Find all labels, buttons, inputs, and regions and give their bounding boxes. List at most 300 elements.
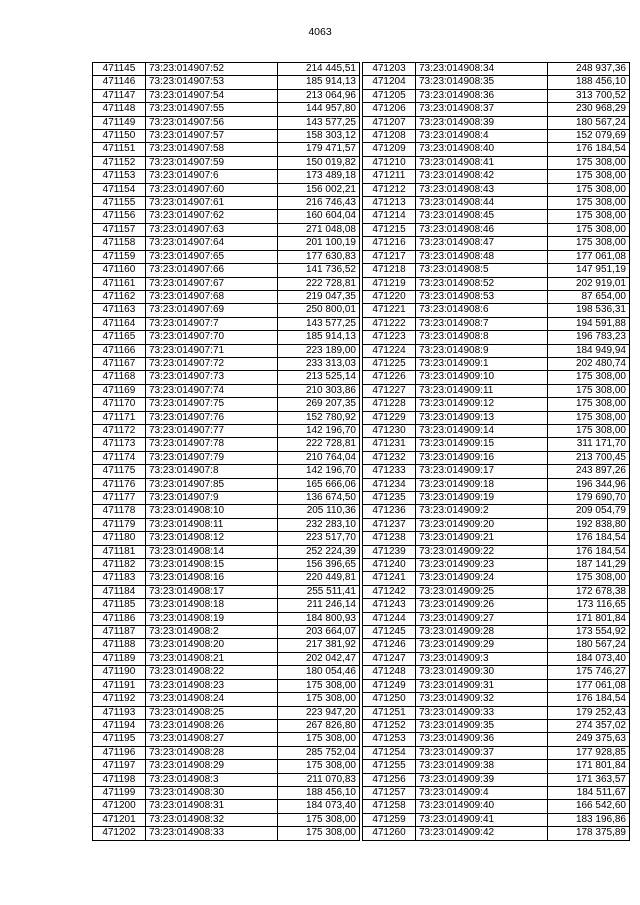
cadastral-number-cell: 73:23:014909:39 (416, 773, 548, 786)
table-row (363, 331, 630, 344)
table-row (363, 170, 630, 183)
row-number-cell: 471211 (363, 170, 416, 183)
row-number-cell: 471198 (93, 773, 146, 786)
value-cell: 180 567,24 (548, 116, 630, 129)
table-row (93, 746, 360, 759)
row-number-cell: 471165 (93, 331, 146, 344)
row-number-cell: 471253 (363, 733, 416, 746)
table-row (363, 827, 630, 840)
table-row (363, 183, 630, 196)
row-number-cell: 471258 (363, 800, 416, 813)
table-row (363, 371, 630, 384)
table-row (363, 559, 630, 572)
table-row (93, 532, 360, 545)
value-cell: 211 246,14 (278, 599, 360, 612)
value-cell: 311 171,70 (548, 438, 630, 451)
cadastral-number-cell: 73:23:014908:22 (146, 666, 278, 679)
row-number-cell: 471237 (363, 518, 416, 531)
cadastral-number-cell: 73:23:014908:21 (146, 652, 278, 665)
table-row (93, 773, 360, 786)
value-cell: 177 061,08 (548, 679, 630, 692)
value-cell: 175 308,00 (548, 398, 630, 411)
value-cell: 255 511,41 (278, 585, 360, 598)
row-number-cell: 471256 (363, 773, 416, 786)
cadastral-number-cell: 73:23:014909:33 (416, 706, 548, 719)
row-number-cell: 471197 (93, 760, 146, 773)
table-row (363, 639, 630, 652)
value-cell: 136 674,50 (278, 492, 360, 505)
value-cell: 165 666,06 (278, 478, 360, 491)
row-number-cell: 471182 (93, 559, 146, 572)
table-row (93, 156, 360, 169)
table-row (93, 518, 360, 531)
row-number-cell: 471174 (93, 451, 146, 464)
row-number-cell: 471249 (363, 679, 416, 692)
table-row (93, 331, 360, 344)
cadastral-number-cell: 73:23:014909:10 (416, 371, 548, 384)
value-cell: 250 800,01 (278, 304, 360, 317)
table-row (93, 116, 360, 129)
value-cell: 285 752,04 (278, 746, 360, 759)
value-cell: 185 914,13 (278, 331, 360, 344)
row-number-cell: 471158 (93, 237, 146, 250)
row-number-cell: 471213 (363, 197, 416, 210)
row-number-cell: 471181 (93, 545, 146, 558)
cadastral-number-cell: 73:23:014908:42 (416, 170, 548, 183)
cadastral-number-cell: 73:23:014907:6 (146, 170, 278, 183)
cadastral-number-cell: 73:23:014908:44 (416, 197, 548, 210)
row-number-cell: 471254 (363, 746, 416, 759)
cadastral-number-cell: 73:23:014907:56 (146, 116, 278, 129)
row-number-cell: 471241 (363, 572, 416, 585)
row-number-cell: 471235 (363, 492, 416, 505)
cadastral-number-cell: 73:23:014909:29 (416, 639, 548, 652)
table-row (363, 424, 630, 437)
row-number-cell: 471238 (363, 532, 416, 545)
value-cell: 142 196,70 (278, 424, 360, 437)
table-row (363, 706, 630, 719)
value-cell: 205 110,36 (278, 505, 360, 518)
row-number-cell: 471215 (363, 223, 416, 236)
cadastral-number-cell: 73:23:014909:11 (416, 384, 548, 397)
table-row (363, 626, 630, 639)
table-row (93, 411, 360, 424)
row-number-cell: 471188 (93, 639, 146, 652)
value-cell: 176 184,54 (548, 143, 630, 156)
table-row (93, 290, 360, 303)
cadastral-number-cell: 73:23:014909:13 (416, 411, 548, 424)
row-number-cell: 471230 (363, 424, 416, 437)
cadastral-number-cell: 73:23:014908:28 (146, 746, 278, 759)
cadastral-number-cell: 73:23:014907:52 (146, 63, 278, 76)
value-cell: 175 746,27 (548, 666, 630, 679)
row-number-cell: 471149 (93, 116, 146, 129)
cadastral-number-cell: 73:23:014907:54 (146, 89, 278, 102)
cadastral-number-cell: 73:23:014909:22 (416, 545, 548, 558)
row-number-cell: 471200 (93, 800, 146, 813)
value-cell: 171 801,84 (548, 760, 630, 773)
row-number-cell: 471202 (93, 827, 146, 840)
value-cell: 175 308,00 (548, 170, 630, 183)
table-row (93, 451, 360, 464)
table-row (93, 679, 360, 692)
row-number-cell: 471148 (93, 103, 146, 116)
table-row (93, 786, 360, 799)
row-number-cell: 471232 (363, 451, 416, 464)
row-number-cell: 471184 (93, 585, 146, 598)
row-number-cell: 471189 (93, 652, 146, 665)
cadastral-number-cell: 73:23:014908:12 (146, 532, 278, 545)
row-number-cell: 471173 (93, 438, 146, 451)
cadastral-number-cell: 73:23:014909:12 (416, 398, 548, 411)
cadastral-number-cell: 73:23:014908:9 (416, 344, 548, 357)
cadastral-number-cell: 73:23:014909:27 (416, 612, 548, 625)
cadastral-number-cell: 73:23:014909:31 (416, 679, 548, 692)
cadastral-number-cell: 73:23:014908:16 (146, 572, 278, 585)
value-cell: 176 184,54 (548, 545, 630, 558)
row-number-cell: 471190 (93, 666, 146, 679)
value-cell: 217 381,92 (278, 639, 360, 652)
cadastral-number-cell: 73:23:014909:37 (416, 746, 548, 759)
value-cell: 166 542,60 (548, 800, 630, 813)
row-number-cell: 471218 (363, 264, 416, 277)
value-cell: 173 116,65 (548, 599, 630, 612)
row-number-cell: 471226 (363, 371, 416, 384)
table-row (93, 237, 360, 250)
value-cell: 173 489,18 (278, 170, 360, 183)
row-number-cell: 471246 (363, 639, 416, 652)
table-row (93, 210, 360, 223)
cadastral-number-cell: 73:23:014909:38 (416, 760, 548, 773)
value-cell: 179 471,57 (278, 143, 360, 156)
row-number-cell: 471157 (93, 223, 146, 236)
value-cell: 143 577,25 (278, 116, 360, 129)
row-number-cell: 471231 (363, 438, 416, 451)
cadastral-number-cell: 73:23:014907:79 (146, 451, 278, 464)
cadastral-number-cell: 73:23:014907:70 (146, 331, 278, 344)
cadastral-number-cell: 73:23:014908:11 (146, 518, 278, 531)
row-number-cell: 471186 (93, 612, 146, 625)
table-row (93, 424, 360, 437)
value-cell: 156 396,65 (278, 559, 360, 572)
cadastral-number-cell: 73:23:014909:16 (416, 451, 548, 464)
table-row (93, 572, 360, 585)
row-number-cell: 471204 (363, 76, 416, 89)
cadastral-number-cell: 73:23:014907:64 (146, 237, 278, 250)
cadastral-number-cell: 73:23:014908:15 (146, 559, 278, 572)
row-number-cell: 471145 (93, 63, 146, 76)
cadastral-number-cell: 73:23:014909:25 (416, 585, 548, 598)
table-row (363, 652, 630, 665)
cadastral-number-cell: 73:23:014907:85 (146, 478, 278, 491)
value-cell: 156 002,21 (278, 183, 360, 196)
value-cell: 172 678,38 (548, 585, 630, 598)
value-cell: 173 554,92 (548, 626, 630, 639)
table-row (93, 800, 360, 813)
value-cell: 152 780,92 (278, 411, 360, 424)
table-row (93, 317, 360, 330)
row-number-cell: 471146 (93, 76, 146, 89)
value-cell: 175 308,00 (548, 371, 630, 384)
row-number-cell: 471243 (363, 599, 416, 612)
table-row (93, 599, 360, 612)
cadastral-number-cell: 73:23:014908:3 (146, 773, 278, 786)
cadastral-number-cell: 73:23:014907:68 (146, 290, 278, 303)
table-row (363, 223, 630, 236)
row-number-cell: 471209 (363, 143, 416, 156)
value-cell: 177 630,83 (278, 250, 360, 263)
cadastral-number-cell: 73:23:014909:23 (416, 559, 548, 572)
cadastral-number-cell: 73:23:014907:73 (146, 371, 278, 384)
cadastral-number-cell: 73:23:014908:45 (416, 210, 548, 223)
row-number-cell: 471207 (363, 116, 416, 129)
table-row (93, 585, 360, 598)
row-number-cell: 471251 (363, 706, 416, 719)
cadastral-table-right (362, 62, 630, 841)
row-number-cell: 471177 (93, 492, 146, 505)
table-row (93, 492, 360, 505)
cadastral-number-cell: 73:23:014908:53 (416, 290, 548, 303)
cadastral-number-cell: 73:23:014908:29 (146, 760, 278, 773)
row-number-cell: 471245 (363, 626, 416, 639)
table-row (363, 290, 630, 303)
cadastral-number-cell: 73:23:014908:2 (146, 626, 278, 639)
cadastral-number-cell: 73:23:014908:33 (146, 827, 278, 840)
table-row (93, 130, 360, 143)
row-number-cell: 471172 (93, 424, 146, 437)
value-cell: 142 196,70 (278, 465, 360, 478)
table-row (363, 572, 630, 585)
cadastral-number-cell: 73:23:014908:7 (416, 317, 548, 330)
row-number-cell: 471176 (93, 478, 146, 491)
cadastral-number-cell: 73:23:014907:7 (146, 317, 278, 330)
row-number-cell: 471247 (363, 652, 416, 665)
row-number-cell: 471216 (363, 237, 416, 250)
table-row (93, 223, 360, 236)
value-cell: 179 690,70 (548, 492, 630, 505)
row-number-cell: 471210 (363, 156, 416, 169)
row-number-cell: 471224 (363, 344, 416, 357)
table-row (363, 746, 630, 759)
row-number-cell: 471203 (363, 63, 416, 76)
value-cell: 202 480,74 (548, 357, 630, 370)
cadastral-number-cell: 73:23:014908:46 (416, 223, 548, 236)
value-cell: 271 048,08 (278, 223, 360, 236)
row-number-cell: 471219 (363, 277, 416, 290)
cadastral-number-cell: 73:23:014908:18 (146, 599, 278, 612)
cadastral-number-cell: 73:23:014907:59 (146, 156, 278, 169)
cadastral-number-cell: 73:23:014908:17 (146, 585, 278, 598)
row-number-cell: 471250 (363, 693, 416, 706)
value-cell: 211 070,83 (278, 773, 360, 786)
cadastral-number-cell: 73:23:014909:21 (416, 532, 548, 545)
row-number-cell: 471206 (363, 103, 416, 116)
value-cell: 144 957,80 (278, 103, 360, 116)
row-number-cell: 471171 (93, 411, 146, 424)
table-row (363, 786, 630, 799)
row-number-cell: 471199 (93, 786, 146, 799)
table-row (363, 156, 630, 169)
value-cell: 150 019,82 (278, 156, 360, 169)
row-number-cell: 471155 (93, 197, 146, 210)
table-row (363, 505, 630, 518)
row-number-cell: 471220 (363, 290, 416, 303)
table-row (363, 666, 630, 679)
table-row (93, 827, 360, 840)
cadastral-number-cell: 73:23:014908:25 (146, 706, 278, 719)
row-number-cell: 471147 (93, 89, 146, 102)
cadastral-number-cell: 73:23:014908:41 (416, 156, 548, 169)
table-row (93, 505, 360, 518)
table-row (363, 532, 630, 545)
cadastral-number-cell: 73:23:014908:43 (416, 183, 548, 196)
row-number-cell: 471159 (93, 250, 146, 263)
table-row (363, 357, 630, 370)
value-cell: 267 826,80 (278, 719, 360, 732)
cadastral-number-cell: 73:23:014909:14 (416, 424, 548, 437)
cadastral-number-cell: 73:23:014907:60 (146, 183, 278, 196)
cadastral-number-cell: 73:23:014907:77 (146, 424, 278, 437)
table-row (363, 760, 630, 773)
row-number-cell: 471255 (363, 760, 416, 773)
row-number-cell: 471163 (93, 304, 146, 317)
value-cell: 223 517,70 (278, 532, 360, 545)
table-row (363, 545, 630, 558)
cadastral-number-cell: 73:23:014909:2 (416, 505, 548, 518)
row-number-cell: 471260 (363, 827, 416, 840)
value-cell: 158 303,12 (278, 130, 360, 143)
value-cell: 175 308,00 (278, 813, 360, 826)
row-number-cell: 471239 (363, 545, 416, 558)
cadastral-number-cell: 73:23:014907:58 (146, 143, 278, 156)
cadastral-table-left (92, 62, 360, 841)
table-row (363, 679, 630, 692)
cadastral-number-cell: 73:23:014909:15 (416, 438, 548, 451)
value-cell: 180 567,24 (548, 639, 630, 652)
value-cell: 184 073,40 (278, 800, 360, 813)
table-row (93, 719, 360, 732)
row-number-cell: 471205 (363, 89, 416, 102)
table-row (93, 438, 360, 451)
value-cell: 175 308,00 (548, 572, 630, 585)
value-cell: 171 801,84 (548, 612, 630, 625)
value-cell: 196 344,96 (548, 478, 630, 491)
value-cell: 184 073,40 (548, 652, 630, 665)
table-row (93, 760, 360, 773)
value-cell: 160 604,04 (278, 210, 360, 223)
table-row (363, 719, 630, 732)
value-cell: 269 207,35 (278, 398, 360, 411)
cadastral-number-cell: 73:23:014909:4 (416, 786, 548, 799)
table-row (363, 398, 630, 411)
table-row (363, 800, 630, 813)
value-cell: 178 375,89 (548, 827, 630, 840)
value-cell: 143 577,25 (278, 317, 360, 330)
row-number-cell: 471248 (363, 666, 416, 679)
value-cell: 220 449,81 (278, 572, 360, 585)
value-cell: 213 525,14 (278, 371, 360, 384)
value-cell: 176 184,54 (548, 532, 630, 545)
row-number-cell: 471240 (363, 559, 416, 572)
row-number-cell: 471191 (93, 679, 146, 692)
row-number-cell: 471229 (363, 411, 416, 424)
value-cell: 230 968,29 (548, 103, 630, 116)
value-cell: 248 937,36 (548, 63, 630, 76)
row-number-cell: 471160 (93, 264, 146, 277)
value-cell: 222 728,81 (278, 438, 360, 451)
cadastral-number-cell: 73:23:014907:8 (146, 465, 278, 478)
value-cell: 252 224,39 (278, 545, 360, 558)
cadastral-number-cell: 73:23:014908:20 (146, 639, 278, 652)
cadastral-number-cell: 73:23:014909:42 (416, 827, 548, 840)
cadastral-number-cell: 73:23:014908:8 (416, 331, 548, 344)
cadastral-number-cell: 73:23:014908:5 (416, 264, 548, 277)
value-cell: 210 764,04 (278, 451, 360, 464)
row-number-cell: 471161 (93, 277, 146, 290)
value-cell: 202 919,01 (548, 277, 630, 290)
table-row (363, 344, 630, 357)
cadastral-number-cell: 73:23:014907:62 (146, 210, 278, 223)
row-number-cell: 471259 (363, 813, 416, 826)
row-number-cell: 471222 (363, 317, 416, 330)
table-row (363, 197, 630, 210)
cadastral-number-cell: 73:23:014908:14 (146, 545, 278, 558)
cadastral-number-cell: 73:23:014907:67 (146, 277, 278, 290)
cadastral-number-cell: 73:23:014907:72 (146, 357, 278, 370)
row-number-cell: 471221 (363, 304, 416, 317)
value-cell: 203 664,07 (278, 626, 360, 639)
cadastral-number-cell: 73:23:014909:1 (416, 357, 548, 370)
value-cell: 223 947,20 (278, 706, 360, 719)
row-number-cell: 471179 (93, 518, 146, 531)
table-row (93, 63, 360, 76)
table-row (363, 264, 630, 277)
table-row (93, 264, 360, 277)
cadastral-number-cell: 73:23:014908:30 (146, 786, 278, 799)
cadastral-number-cell: 73:23:014907:75 (146, 398, 278, 411)
page-number: 4063 (308, 26, 332, 38)
row-number-cell: 471185 (93, 599, 146, 612)
value-cell: 233 313,03 (278, 357, 360, 370)
table-row (363, 317, 630, 330)
table-row (363, 733, 630, 746)
row-number-cell: 471150 (93, 130, 146, 143)
table-row (93, 465, 360, 478)
cadastral-number-cell: 73:23:014907:65 (146, 250, 278, 263)
value-cell: 219 047,35 (278, 290, 360, 303)
cadastral-number-cell: 73:23:014907:57 (146, 130, 278, 143)
table-row (363, 116, 630, 129)
cadastral-number-cell: 73:23:014907:71 (146, 344, 278, 357)
table-row (93, 344, 360, 357)
table-row (93, 733, 360, 746)
value-cell: 202 042,47 (278, 652, 360, 665)
value-cell: 175 308,00 (278, 679, 360, 692)
table-row (363, 773, 630, 786)
row-number-cell: 471212 (363, 183, 416, 196)
table-row (363, 250, 630, 263)
table-row (363, 518, 630, 531)
cadastral-number-cell: 73:23:014909:40 (416, 800, 548, 813)
value-cell: 198 536,31 (548, 304, 630, 317)
cadastral-number-cell: 73:23:014907:55 (146, 103, 278, 116)
cadastral-number-cell: 73:23:014909:30 (416, 666, 548, 679)
value-cell: 213 700,45 (548, 451, 630, 464)
value-cell: 210 303,86 (278, 384, 360, 397)
table-row (93, 304, 360, 317)
value-cell: 175 308,00 (548, 183, 630, 196)
table-row (93, 706, 360, 719)
